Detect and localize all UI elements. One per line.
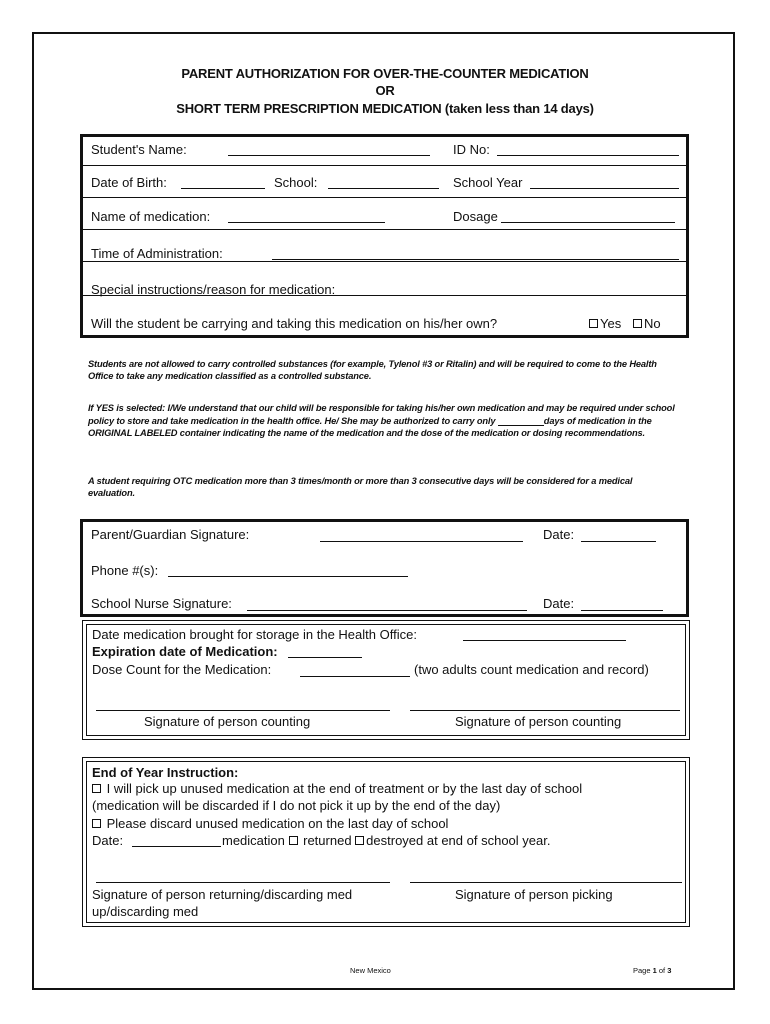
no-label: No [644,316,661,331]
dosage-field[interactable] [501,222,675,223]
dose-count-label: Dose Count for the Medication: [92,662,272,677]
parent-signature-label: Parent/Guardian Signature: [91,527,250,542]
discard-option[interactable]: Please discard unused medication on the last day of school [92,816,448,831]
counter2-signature-label: Signature of person counting [455,714,622,729]
counter1-signature-field[interactable] [96,710,390,711]
student-name-label: Student's Name: [91,142,187,157]
form-title-line1: PARENT AUTHORIZATION FOR OVER-THE-COUNTER MEDICATION [181,66,589,81]
pickup-checkbox[interactable] [92,784,101,793]
returned-checkbox[interactable] [289,836,298,845]
school-field[interactable] [328,188,439,189]
medication-name-field[interactable] [228,222,385,223]
pickup-option-note: (medication will be discarded if I do not pick it up by the end of the day) [92,798,501,813]
discard-checkbox[interactable] [92,819,101,828]
no-checkbox[interactable] [633,319,642,328]
storage-date-field[interactable] [463,640,626,641]
counter2-signature-field[interactable] [410,710,680,711]
end-year-date-field[interactable] [132,846,221,847]
yes-option[interactable] [589,316,621,331]
storage-date-label: Date medication brought for storage in the Health Office: [92,627,417,642]
yes-selected-note: If YES is selected: I/We understand that our child will be responsible for taking his/her own medication and may be required under school policy to store and take medication in the health office. He/ She may be authorized to carry only days of medication in the ORIGINAL LABELED container indicating the name of the medication and the dose of the medication or dosing recommendations. [88,403,675,438]
days-field[interactable] [498,414,544,426]
dosage-label: Dosage [453,209,498,224]
parent-date-label: Date: [543,527,575,542]
no-option[interactable] [633,316,661,331]
time-admin-label: Time of Administration: [91,246,223,261]
special-instructions-label: Special instructions/reason for medication: [91,282,336,297]
phone-label: Phone #(s): [91,563,159,578]
dob-label: Date of Birth: [91,175,167,190]
expiration-field[interactable] [288,657,362,658]
nurse-signature-label: School Nurse Signature: [91,596,232,611]
otc-evaluation-note: A student requiring OTC medication more than 3 times/month or more than 3 consecutive days will be considered for a medical evaluation. [88,476,633,498]
footer-state: New Mexico [350,966,391,975]
nurse-date-label: Date: [543,596,575,611]
phone-field[interactable] [168,576,408,577]
dose-count-field[interactable] [300,676,410,677]
destroyed-checkbox[interactable] [355,836,364,845]
two-adults-note: (two adults count medication and record) [414,662,649,677]
parent-date-field[interactable] [581,541,656,542]
student-name-field[interactable] [228,155,430,156]
nurse-signature-field[interactable] [247,610,527,611]
parent-signature-field[interactable] [320,541,523,542]
end-year-heading: End of Year Instruction: [92,765,239,780]
school-year-label: School Year [453,175,523,190]
school-year-field[interactable] [530,188,679,189]
id-no-label: ID No: [453,142,490,157]
yes-label: Yes [600,316,622,331]
controlled-substance-note: Students are not allowed to carry controlled substances (for example, Tylenol #3 or Ritalin) and will be required to come to the Health Office to take any medication classified as a controlled substance. [88,359,657,381]
returning-signature-field[interactable] [96,882,390,883]
counter1-signature-label: Signature of person counting [144,714,311,729]
medication-status-line: medication returned destroyed at end of school year. [222,833,551,848]
returning-signature-label-cont: up/discarding med [92,904,199,919]
form-title-or: OR [375,83,395,98]
form-title-line3: SHORT TERM PRESCRIPTION MEDICATION (taken less than 14 days) [176,101,594,116]
footer-page-number: Page 1 of 3 [633,966,672,975]
nurse-date-field[interactable] [581,610,663,611]
pickup-option[interactable]: I will pick up unused medication at the end of treatment or by the last day of school [92,781,582,796]
expiration-label: Expiration date of Medication: [92,644,278,659]
special-instructions-field[interactable] [370,295,679,296]
carry-question-label: Will the student be carrying and taking this medication on his/her own? [91,316,498,331]
end-year-date-label: Date: [92,833,124,848]
school-label: School: [274,175,318,190]
medication-name-label: Name of medication: [91,209,211,224]
yes-checkbox[interactable] [589,319,598,328]
dob-field[interactable] [181,188,265,189]
student-info-box [80,134,689,338]
returning-signature-label: Signature of person returning/discarding med [92,887,353,902]
picking-signature-label: Signature of person picking [455,887,613,902]
picking-signature-field[interactable] [410,882,682,883]
time-admin-field[interactable] [272,259,679,260]
id-no-field[interactable] [497,155,679,156]
